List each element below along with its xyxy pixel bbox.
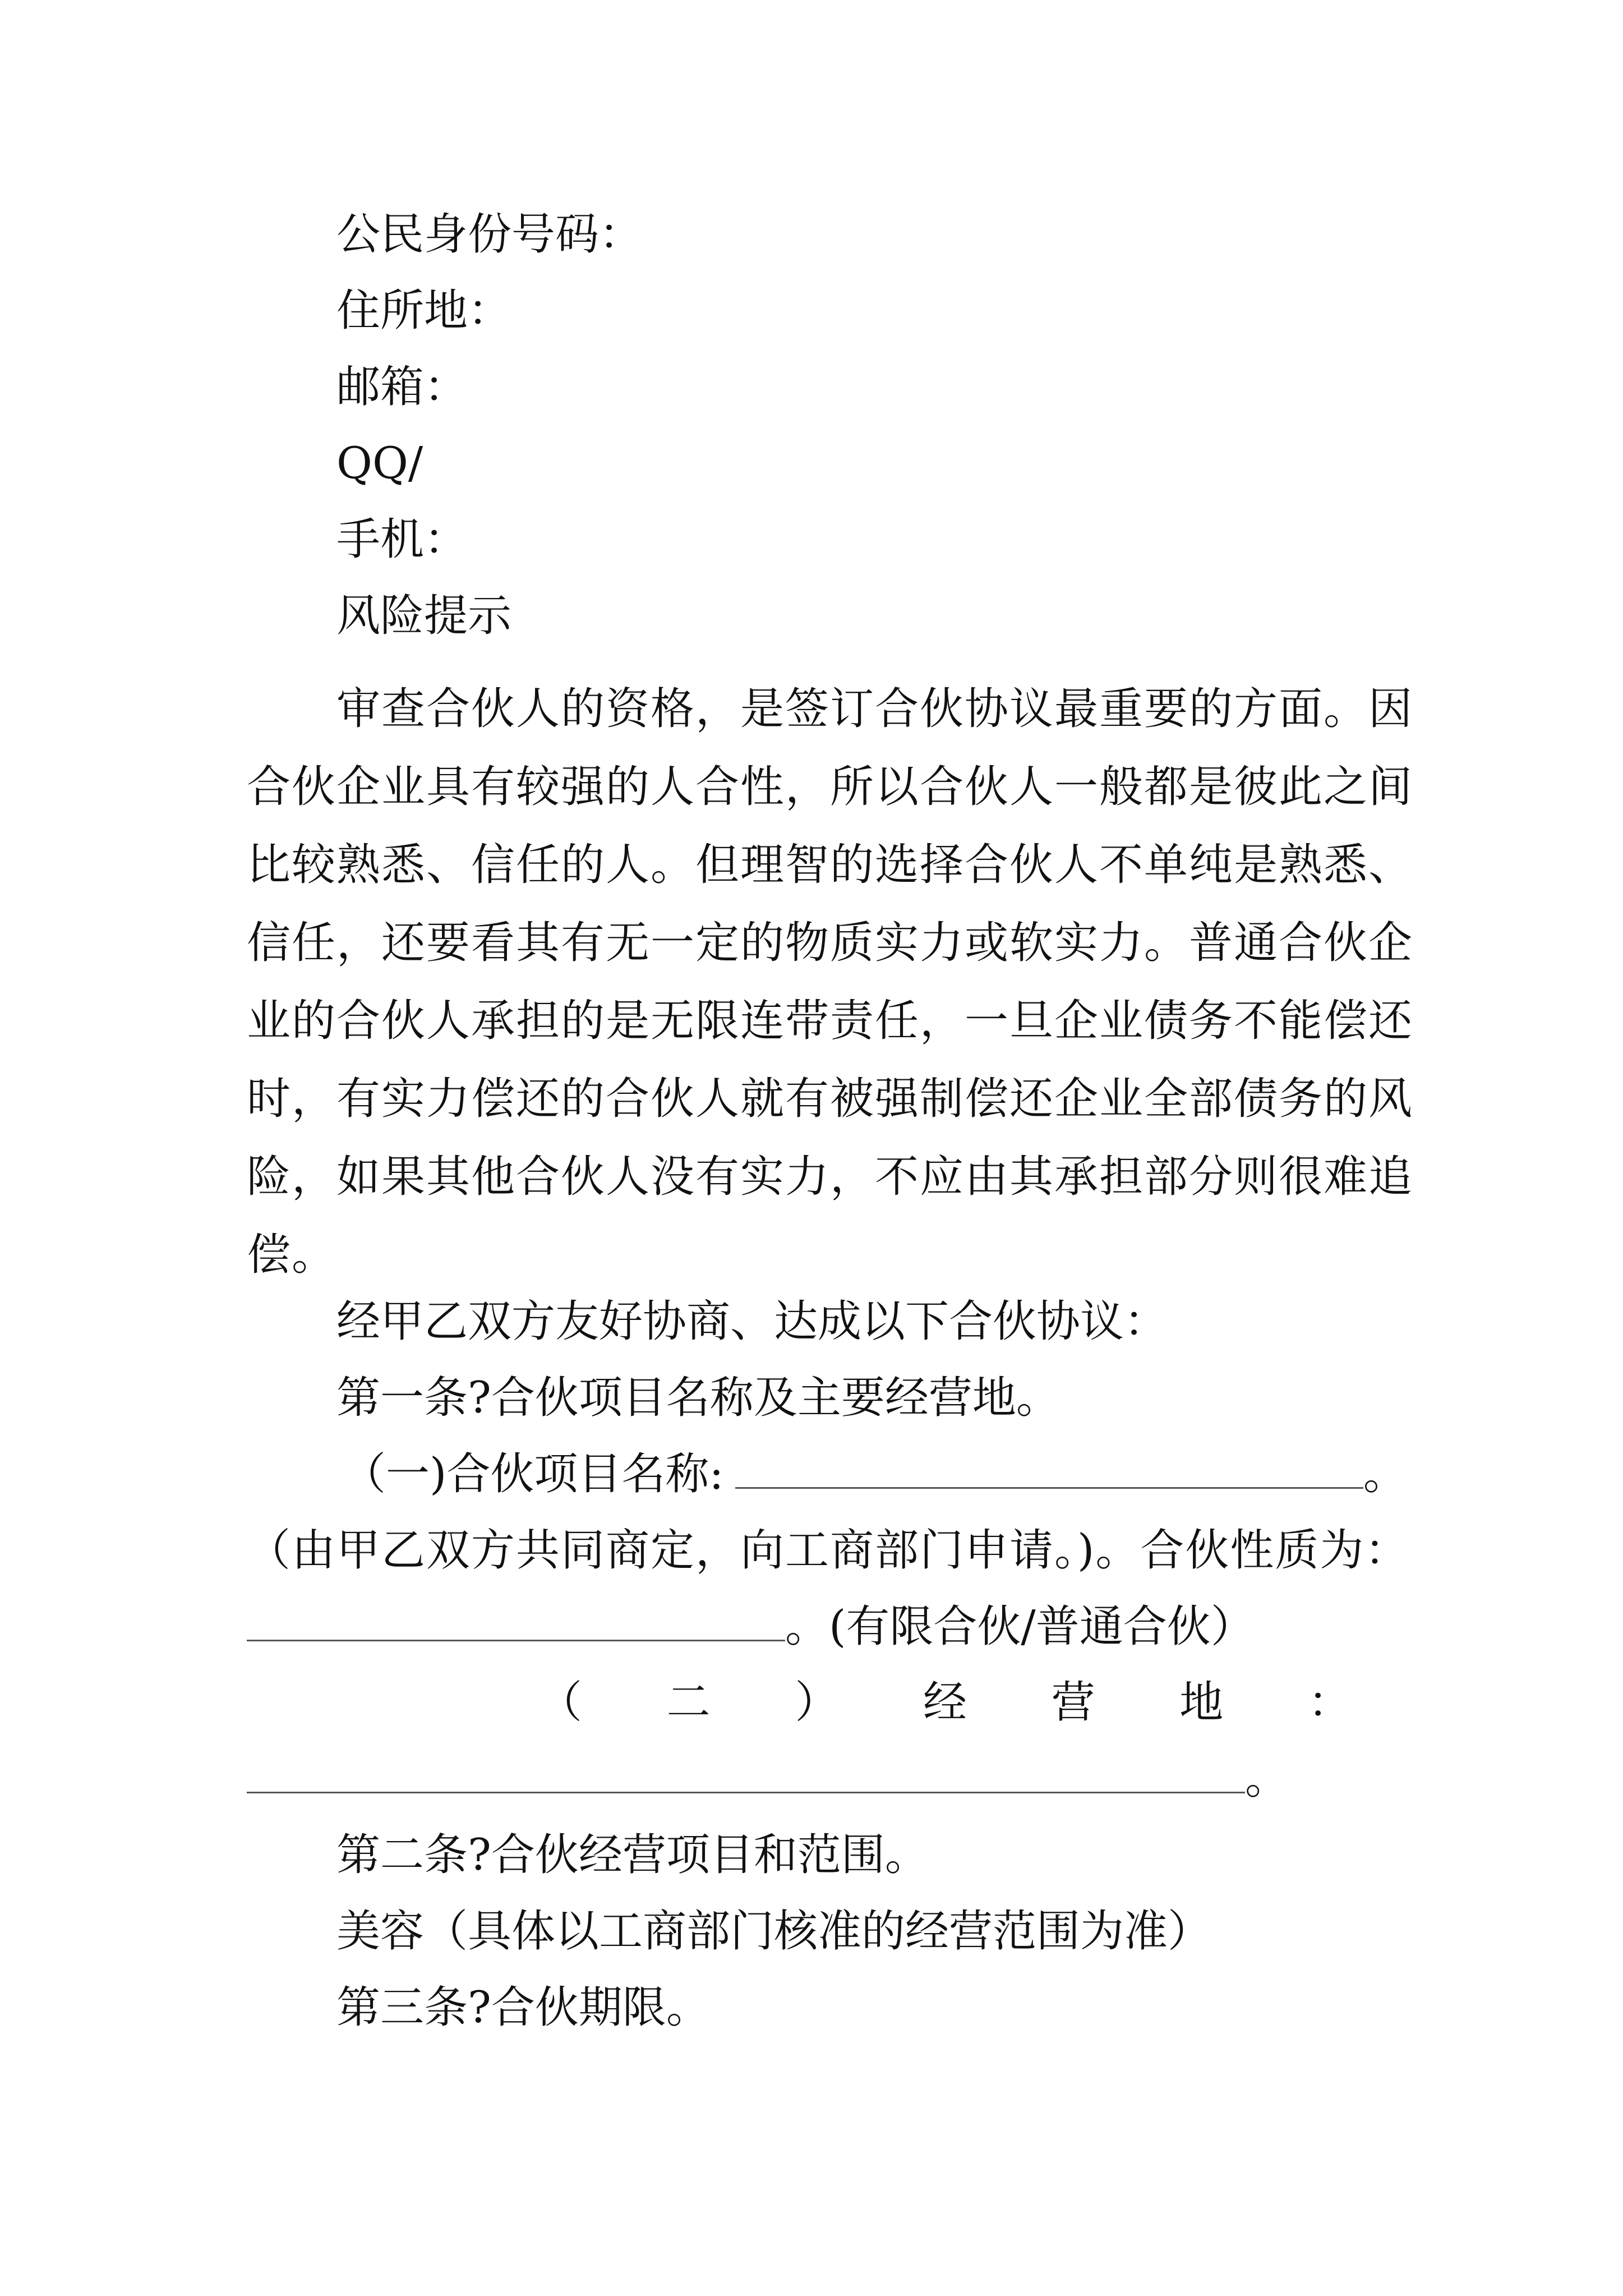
business-location-char: （ <box>538 1677 583 1728</box>
project-name-label: （一)合伙项目名称: <box>342 1449 724 1499</box>
business-scope: 美容（具体以工商部门核准的经营范围为准） <box>336 1906 1212 1957</box>
risk-line: 合伙企业具有较强的人合性，所以合伙人一般都是彼此之间 <box>247 762 1414 812</box>
business-location-char: 营 <box>1051 1677 1095 1728</box>
business-location-end: 。 <box>1245 1754 1289 1804</box>
business-location-char: ） <box>795 1677 839 1728</box>
risk-title: 风险提示 <box>336 591 512 641</box>
email-field: 邮箱： <box>336 362 468 412</box>
risk-paragraph <box>247 670 1414 1294</box>
risk-line: 险，如果其他合伙人没有实力，不应由其承担部分则很难追 <box>247 1152 1414 1202</box>
risk-line: 业的合伙人承担的是无限连带责任，一旦企业债务不能偿还 <box>247 996 1414 1046</box>
agreement-intro: 经甲乙双方友好协商、达成以下合伙协议： <box>336 1296 1168 1347</box>
partnership-nature-line <box>247 1599 1255 1655</box>
article3-title: 第三条?合伙期限。 <box>336 1982 710 2033</box>
business-location-blank[interactable] <box>247 1752 1245 1793</box>
business-location-char: 地 <box>1179 1677 1224 1728</box>
business-location-char: ： <box>1307 1677 1352 1728</box>
project-name-end: 。 <box>1363 1449 1407 1499</box>
business-location-line <box>247 1751 1289 1807</box>
business-location-label <box>538 1674 1352 1731</box>
id-number-field: 公民身份号码： <box>336 209 643 260</box>
project-name-blank[interactable] <box>735 1448 1363 1489</box>
article2-title: 第二条?合伙经营项目和范围。 <box>336 1830 929 1880</box>
partnership-nature-blank[interactable] <box>247 1600 785 1641</box>
business-location-char: 二 <box>666 1677 711 1728</box>
risk-line: 偿。 <box>247 1230 337 1280</box>
project-name-note: （由甲乙双方共同商定，向工商部门申请。)。合伙性质为： <box>247 1525 1410 1576</box>
business-location-char: 经 <box>923 1677 967 1728</box>
project-name-line <box>342 1446 1407 1502</box>
risk-line: 比较熟悉、信任的人。但理智的选择合伙人不单纯是熟悉、 <box>247 840 1414 890</box>
article1-title: 第一条?合伙项目名称及主要经营地。 <box>336 1373 1060 1423</box>
address-field: 住所地： <box>336 286 512 336</box>
risk-line: 时，有实力偿还的合伙人就有被强制偿还企业全部债务的风 <box>247 1074 1414 1124</box>
partnership-nature-options: 。(有限合伙/普通合伙） <box>785 1602 1255 1652</box>
risk-line: 信任，还要看其有无一定的物质实力或软实力。普通合伙企 <box>247 918 1414 968</box>
risk-line: 审查合伙人的资格，是签订合伙协议最重要的方面。因 <box>336 684 1414 734</box>
phone-field: 手机： <box>336 514 468 565</box>
qq-field: QQ/ <box>336 438 423 489</box>
